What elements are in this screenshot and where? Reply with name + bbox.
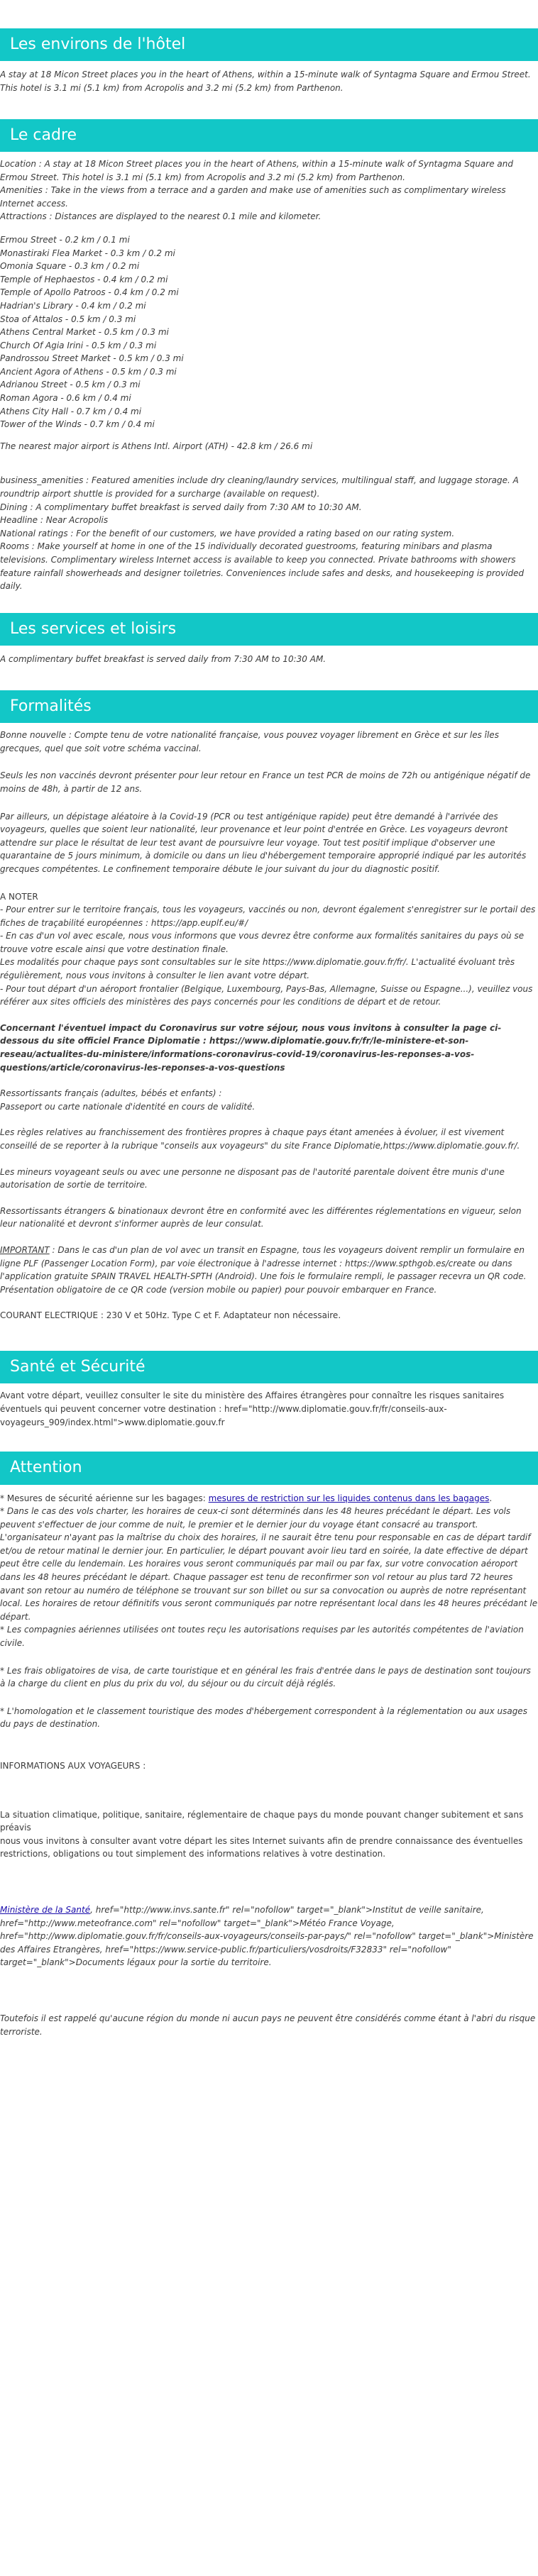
section-title-formalites: Formalités [0,690,538,723]
attention-bagages-prefix: * Mesures de sécurité aérienne sur les bagages: [0,1493,209,1503]
note-item: - En cas d'un vol avec escale, nous vous informons que vous devrez être conforme aux formalités sanitaires du pays où se trouve votre escale ainsi que votre destination finale. [0,931,525,954]
ressortissants-doc: Passeport ou carte nationale d'identité en cours de validité. [0,1101,256,1112]
cadre-business: business_amenities : Featured amenities include dry cleaning/laundry services, multilingual staff, and luggage storage. A roundtrip airport shuttle is provided for a surcharge (available on request). [0,475,519,499]
attention-item-frais: * Les frais obligatoires de visa, de carte touristique et en général les frais d'entrée dans le pays de destination sont toujours à la charge du client en plus du prix du vol, du séjour ou du circuit déjà réglés. [0,1665,531,1689]
distance-list [0,233,538,431]
cadre-airport: The nearest major airport is Athens Intl. Airport (ATH) - 42.8 km / 26.6 mi [0,441,313,451]
distance-item: Athens City Hall - 0.7 km / 0.4 mi [0,406,142,416]
distance-item: Tower of the Winds - 0.7 km / 0.4 mi [0,419,155,430]
cadre-attractions: Attractions : Distances are displayed to the nearest 0.1 mile and kilometer. [0,211,322,222]
distance-item: Temple of Apollo Patroos - 0.4 km / 0.2 mi [0,287,179,298]
distance-item: Pandrossou Street Market - 0.5 km / 0.3 mi [0,353,184,364]
distance-item: Adrianou Street - 0.5 km / 0.3 mi [0,380,141,390]
important-body: : Dans le cas d'un plan de vol avec un transit en Espagne, tous les voyageurs doivent remplir un formulaire en ligne PLF (Passenger Location Form), par voie électronique à l'adresse internet : https://www.spthgob.es/create ou dans l'application gratuite SPAIN TRAVEL HEALTH-SPTH (Android). Une fois le formulaire rempli, le passager recevra un QR code. Présentation obligatoire de ce QR code (version mobile ou papier) pour pouvoir embarquer en France. [0,1244,527,1295]
courant-electrique: COURANT ELECTRIQUE : 230 V et 50Hz. Type C et F. Adaptateur non nécessaire. [0,1310,341,1321]
ministere-sante-link[interactable]: Ministère de la Santé [0,1904,91,1915]
formalites-p2: Seuls les non vaccinés devront présenter pour leur retour en France un test PCR de moins de 72h ou antigénique négatif de moins de 48h, à partir de 12 ans. [0,770,531,794]
useful-links [0,1903,538,1969]
note-item: Les modalités pour chaque pays sont consultables sur le site https://www.diplomatie.gouv.fr/fr/. L'actualité évoluant très régulièrement, nous vous invitons à consulter le lien avant votre départ. [0,957,515,981]
cadre-dining: Dining : A complimentary buffet breakfast is served daily from 7:30 AM to 10:30 AM. [0,502,362,512]
distance-item: Monastiraki Flea Market - 0.3 km / 0.2 mi [0,248,175,258]
sante-body: Avant votre départ, veuillez consulter le site du ministère des Affaires étrangères pour connaître les risques sanitaires éventuels qui peuvent concerner votre destination : href="http://www.diplomatie.gouv.fr/fr/conseils-aux-voyageurs_909/index.html">www.diplomatie.gouv.fr [0,1391,505,1427]
attention-item-charter: * Dans le cas des vols charter, les horaires de ceux-ci sont déterminés dans les 48 heures précédant le départ. Les vols peuvent s'effectuer de jour comme de nuit, le premier et le dernier jour du voyage étant consacré au transport. L'organisateur n'ayant pas la maîtrise du choix des horaires, il ne saurait être tenu pour responsable en cas de départ tardif et/ou de retour matinal le dernier jour. En particulier, le départ pouvant avoir lieu tard en soirée, la date effective de départ peut être celle du lendemain. Les horaires vous seront communiqués par mail ou par fax, sur votre convocation aéroport dans les 48 heures précédant le départ. Chaque passager est tenu de reconfirmer son vol retour au plus tard 72 heures avant son retour au numéro de téléphone se trouvant sur son billet ou sur sa convocation ou auprès de notre représentant local. Les horaires de retour définitifs vous seront communiqués par notre représentant local dans les 48 heures précédant le départ. [0,1506,538,1622]
coronavirus-notice: Concernant l'éventuel impact du Coronavirus sur votre séjour, nous vous invitons à consulter la page ci-dessous du site officiel France Diplomatie : https://www.diplomatie.gouv.fr/fr/le-ministere-et-son-reseau/actualites-du-ministere/informations-coronavirus-covid-19/coronavirus-les-reponses-a-vos-questions/article/coronavirus-les-reponses-a-vos-questions [0,1022,502,1073]
distance-item: Roman Agora - 0.6 km / 0.4 mi [0,393,131,404]
cadre-location: Location : A stay at 18 Micon Street places you in the heart of Athens, within a 15-minute walk of Syntagma Square and Ermou Street. This hotel is 3.1 mi (5.1 km) from Acropolis and 3.2 mi (5.2 km) from Parthenon. [0,158,513,182]
section-title-attention: Attention [0,1452,538,1484]
section-title-environs: Les environs de l'hôtel [0,28,538,61]
important-label: IMPORTANT [0,1244,50,1255]
attention-item-bagages [0,1492,538,1505]
situation-line-1: La situation climatique, politique, sanitaire, réglementaire de chaque pays du monde pouvant changer subitement et sans préavis [0,1809,524,1833]
note-item: - Pour tout départ d'un aéroport frontalier (Belgique, Luxembourg, Pays-Bas, Allemagne, Suisse ou Espagne...), veuillez vous référer aux sites officiels des ministères des pays concernés pour les conditions de départ et de retour. [0,983,533,1007]
useful-links-body: , href="http://www.invs.sante.fr" rel="nofollow" target="_blank">Institut de veille sanitaire, href="http://www.meteofrance.com" rel="nofollow" target="_blank">Météo France Voyage, href="http://www.diplomatie.gouv.fr/fr/conseils-aux-voyageurs/conseils-par-pays/" rel="nofollow" target="_blank">Ministère des Affaires Etrangères, href="https://www.service-public.fr/particuliers/vosdroits/F32833" rel="nofollow" target="_blank">Documents légaux pour la sortie du territoire. [0,1904,534,1968]
ressortissants-heading: Ressortissants français (adultes, bébés et enfants) : [0,1088,222,1099]
regles-frontieres: Les règles relatives au franchissement des frontières propres à chaque pays étant amenées à évoluer, il est vivement conseillé de se reporter à la rubrique "conseils aux voyageurs" du site France Diplomatie,https://www.diplomatie.gouv.fr/. [0,1127,520,1151]
distance-item: Ermou Street - 0.2 km / 0.1 mi [0,234,130,245]
terrorism-notice: Toutefois il est rappelé qu'aucune région du monde ni aucun pays ne peuvent être considérés comme étant à l'abri du risque terroriste. [0,2013,536,2037]
distance-item: Hadrian's Library - 0.4 km / 0.2 mi [0,300,146,311]
attention-item-compagnies: * Les compagnies aériennes utilisées ont toutes reçu les autorisations requises par les autorités compétentes de l'aviation civile. [0,1625,524,1649]
distance-item: Temple of Hephaestos - 0.4 km / 0.2 mi [0,274,168,284]
cadre-headline: Headline : Near Acropolis [0,515,109,526]
distance-item: Church Of Agia Irini - 0.5 km / 0.3 mi [0,340,157,350]
section-title-cadre: Le cadre [0,119,538,152]
note-title: A NOTER [0,891,38,902]
distance-item: Omonia Square - 0.3 km / 0.2 mi [0,261,140,272]
attention-bagages-suffix: . [489,1493,493,1503]
situation-line-2: nous vous invitons à consulter avant votre départ les sites Internet suivants afin de prendre connaissance des éventuelles restrictions, obligations ou tout simplement des informations relatives à votre destination. [0,1835,523,1859]
distance-item: Ancient Agora of Athens - 0.5 km / 0.3 mi [0,366,177,377]
binationaux: Ressortissants étrangers & binationaux devront être en conformité avec les différentes réglementations en vigueur, selon leur nationalité et devront s'informer auprès de leur consulat. [0,1205,522,1229]
liquides-restriction-link[interactable]: mesures de restriction sur les liquides contenus dans les bagages [208,1493,490,1503]
cadre-ratings: National ratings : For the benefit of our customers, we have provided a rating based on our rating system. [0,528,455,538]
environs-body: A stay at 18 Micon Street places you in the heart of Athens, within a 15-minute walk of Syntagma Square and Ermou Street. This hotel is 3.1 mi (5.1 km) from Acropolis and 3.2 mi (5.2 km) from Parthenon. [0,70,531,93]
important-notice [0,1244,538,1296]
formalites-p3: Par ailleurs, un dépistage aléatoire à la Covid-19 (PCR ou test antigénique rapide) peut être demandé à l'arrivée des voyageurs, quelles que soient leur nationalité, leur provenance et leur point d'entrée en Grèce. Les voyageurs devront attendre sur place le résultat de leur test avant de poursuivre leur voyage. Tout test positif implique d'observer une quarantaine de 5 jours minimum, à domicile ou dans un lieu d'hébergement temporaire approprié indiqué par les autorités grecques compétentes. Le confinement temporaire débute le jour suivant du jour du diagnostic positif. [0,811,527,874]
section-title-services: Les services et loisirs [0,613,538,646]
section-title-sante: Santé et Sécurité [0,1351,538,1383]
distance-item: Stoa of Attalos - 0.5 km / 0.3 mi [0,314,136,324]
mineurs: Les mineurs voyageant seuls ou avec une personne ne disposant pas de l'autorité parentale doivent être munis d'une autorisation de sortie de territoire. [0,1166,505,1190]
cadre-amenities: Amenities : Take in the views from a terrace and a garden and make use of amenities such as complimentary wireless Internet access. [0,185,506,209]
attention-item-homologation: * L'homologation et le classement touristique des modes d'hébergement correspondent à la réglementation ou aux usages du pays de destination. [0,1706,527,1730]
formalites-p1: Bonne nouvelle : Compte tenu de votre nationalité française, vous pouvez voyager librement en Grèce et sur les îles grecques, quel que soit votre schéma vaccinal. [0,730,499,753]
cadre-rooms: Rooms : Make yourself at home in one of the 15 individually decorated guestrooms, featuring minibars and plasma televisions. Complimentary wireless Internet access is available to keep you connected. Private bathrooms with showers feature rainfall showerheads and designer toiletries. Conveniences include safes and desks, and housekeeping is provided daily. [0,541,525,592]
distance-item: Athens Central Market - 0.5 km / 0.3 mi [0,327,169,338]
services-body: A complimentary buffet breakfast is served daily from 7:30 AM to 10:30 AM. [0,654,326,665]
note-item: - Pour entrer sur le territoire français, tous les voyageurs, vaccinés ou non, devront également s'enregistrer sur le portail des fiches de traçabilité européennes : https://app.euplf.eu/#/ [0,905,536,928]
informations-voyageurs: INFORMATIONS AUX VOYAGEURS : [0,1761,146,1771]
